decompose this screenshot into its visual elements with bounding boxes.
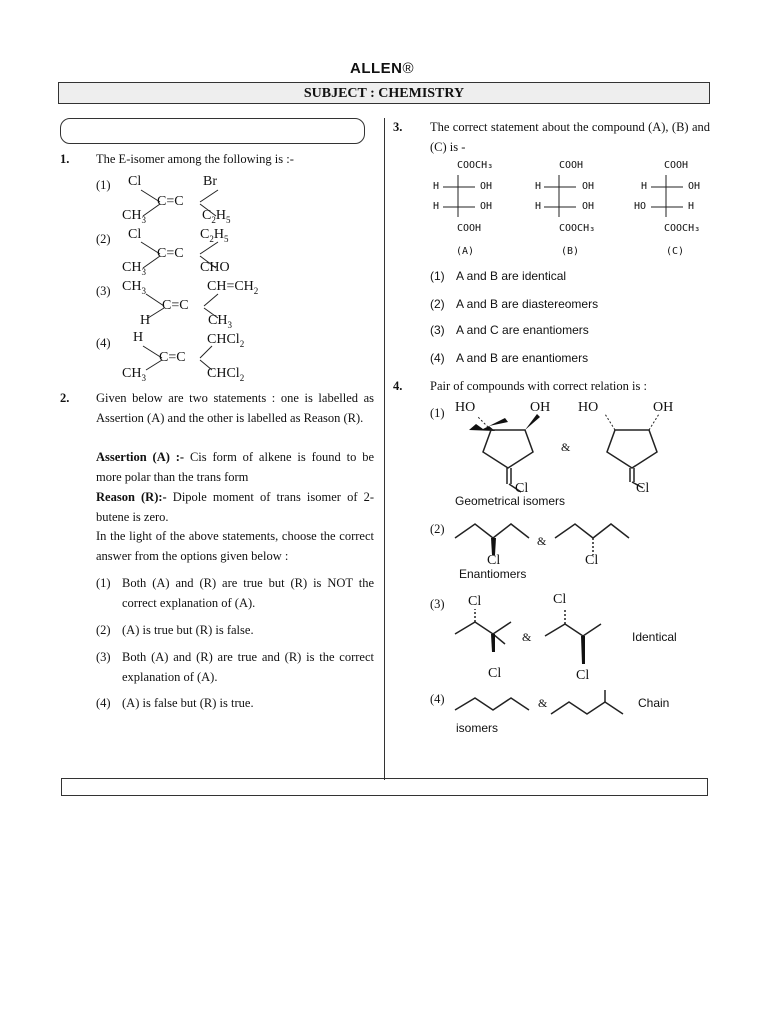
q3-option-3: A and C are enantiomers (456, 323, 589, 337)
q2-number: 2. (60, 391, 70, 405)
q3-option-2: A and B are diastereomers (456, 297, 599, 311)
q2-assertion: Assertion (A) :- Cis form of alkene is found to be more polar than the trans form (96, 450, 374, 484)
allen-logo: ALLEN® (350, 60, 415, 77)
q4-number: 4. (393, 379, 403, 393)
q2-intro: Given below are two statements : one is labelled as Assertion (A) and the other is labelled as Reason (R). (96, 391, 374, 425)
q3-option-4: A and B are enantiomers (456, 351, 589, 365)
q2-option-4-num: (4) (96, 696, 111, 710)
q3-option-3-num: (3) (430, 323, 445, 337)
q3-number: 3. (393, 120, 403, 134)
fischer-b-lines (544, 175, 604, 225)
q3-option-1-num: (1) (430, 269, 445, 283)
q1-option-4: (4) (96, 336, 111, 350)
q2-option-3: Both (A) and (R) are true and (R) is the correct explanation of (A). (122, 650, 374, 684)
identical-pair (455, 606, 635, 686)
q3-text: The correct statement about the compound (A), (B) and (C) is - (430, 120, 710, 154)
q4-option-1-num: (1) (430, 406, 445, 420)
section-header-box (60, 118, 365, 144)
q4-text: Pair of compounds with correct relation is : (430, 379, 647, 393)
q2-option-3-num: (3) (96, 650, 111, 664)
q4-option-2-num: (2) (430, 522, 445, 536)
q2-option-4: (A) is false but (R) is true. (122, 696, 254, 710)
q3-option-2-num: (2) (430, 297, 445, 311)
q1-option-2: (2) (96, 232, 111, 246)
q1-text: The E-isomer among the following is :- (96, 152, 294, 166)
q2-option-1-num: (1) (96, 576, 111, 590)
q1-bonds-3 (138, 292, 258, 332)
fischer-a-lines (443, 175, 503, 225)
q1-bonds-1 (138, 188, 258, 228)
q2-reason: Reason (R):- Dipole moment of trans isomer of 2-butene is zero. (96, 490, 374, 524)
column-divider (384, 118, 385, 780)
q4-option-4-num: (4) (430, 692, 445, 706)
fischer-c-lines (651, 175, 711, 225)
q2-option-1: Both (A) and (R) are true but (R) is NOT the correct explanation of (A). (122, 576, 374, 610)
q1-number: 1. (60, 152, 70, 166)
q1-option-3: (3) (96, 284, 111, 298)
q3-option-1: A and B are identical (456, 269, 567, 283)
q1-option-1: (1) (96, 178, 111, 192)
q2-option-2: (A) is true but (R) is false. (122, 623, 254, 637)
q2-option-2-num: (2) (96, 623, 111, 637)
q4-option-3-num: (3) (430, 597, 445, 611)
q1-bonds-2 (138, 240, 258, 280)
subject-title: SUBJECT : CHEMISTRY (58, 82, 710, 104)
footer-box (61, 778, 708, 796)
q2-prompt: In the light of the above statements, choose the correct answer from the options given below : (96, 529, 374, 563)
q3-option-4-num: (4) (430, 351, 445, 365)
chain-isomer-pair (455, 690, 655, 720)
